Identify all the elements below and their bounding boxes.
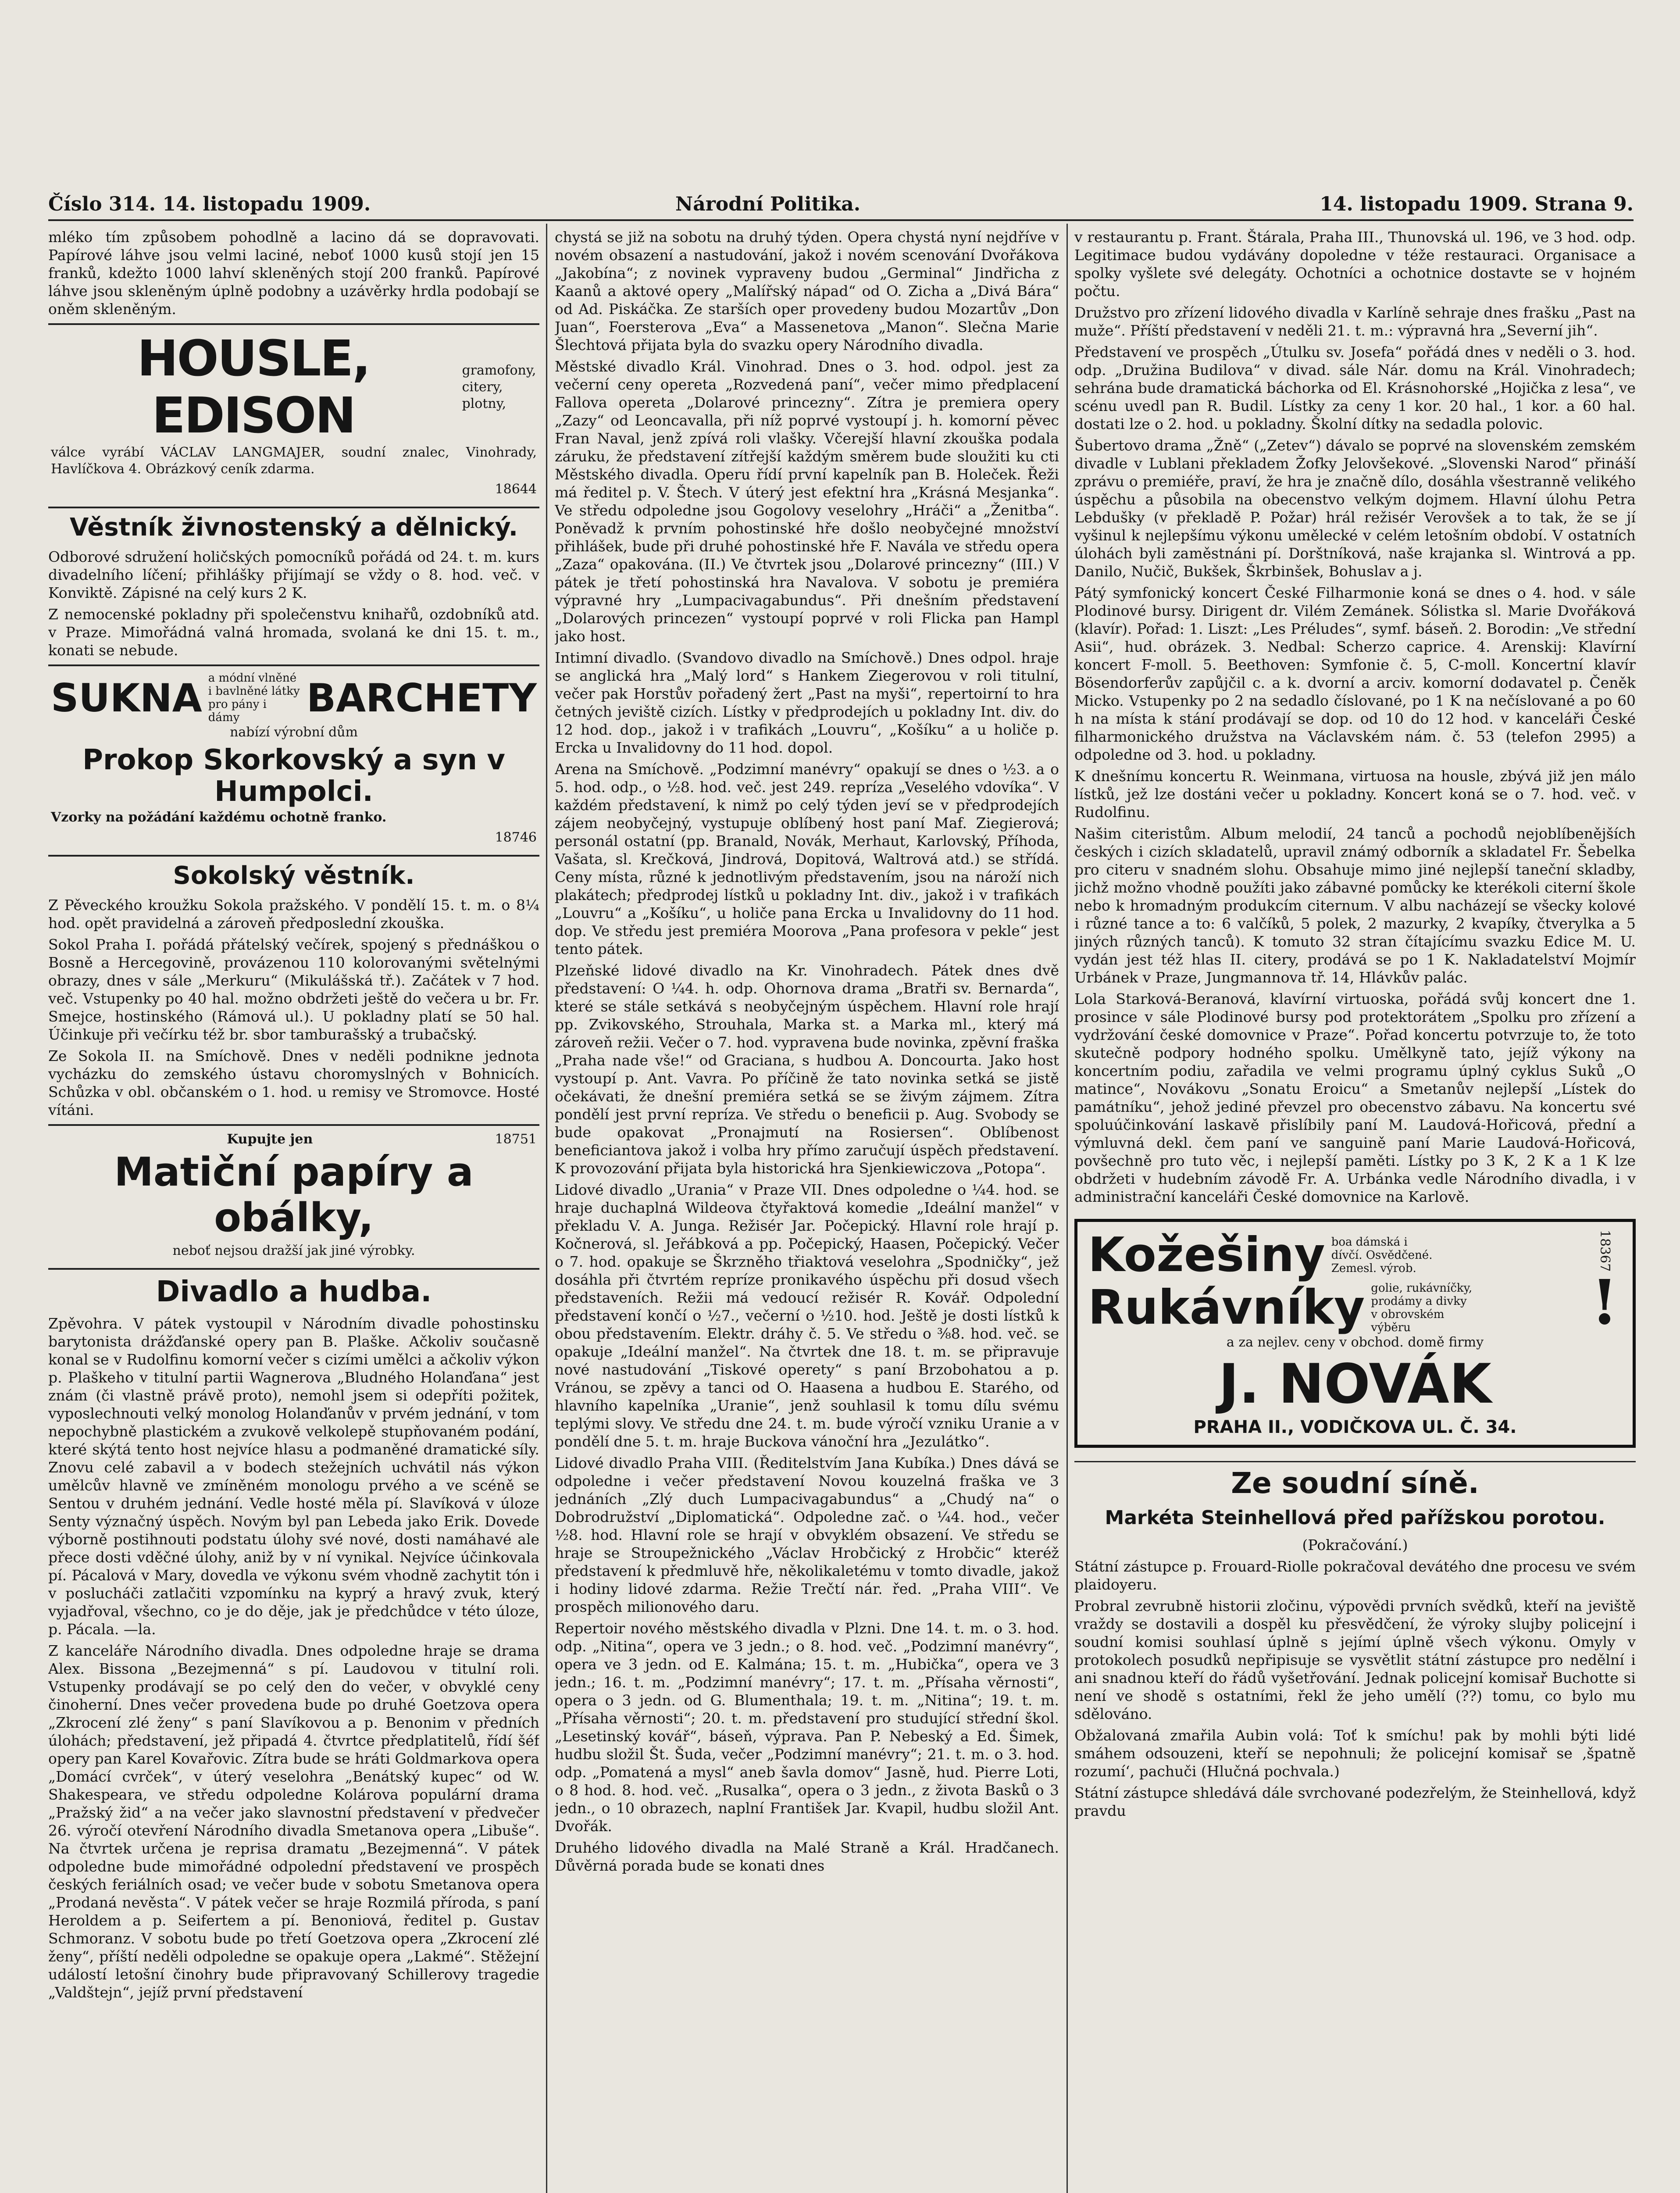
- article-paragraph: Představení ve prospěch „Útulku sv. Josefa“ pořádá dnes v neděli o 3. hod. odp. „Družina Budilova“ v divad. sále Nár. domu na Král. Vinohradech; sehrána bude dramatická báchorka od El. Krásnohorské „Hojička z lesa“, ve scénu uvedl pan R. Budil. Lístky za ceny 1 kor. 20 hal., 1 kor. a 60 hal. dostati lze o 2. hod. u pokladny. Školní dítky na sedadla polovic.: [1074, 343, 1636, 432]
- article-paragraph: Zpěvohra. V pátek vystoupil v Národním divadle pohostinsku barytonista drážďanské opery pan B. Plaške. Ačkoliv současně konal se v Rudolfinu komorní večer s cizími umělci a ačkoliv výkon p. Plaškeho v titulní partii Wagnerova „Bludného Holanďana“ jest znám (či vlastně právě proto), nemohl jsem si odepříti požitek, vyposlechnouti velký monolog Holanďanův v prvém jednání, v tom nepochybně plastickém a zvukově velkolepě stupňovaném podání, které skýtá tento host nejvíce hlasu a podmaněné dramatické síly. Znovu celé zabavil a v bodech stežejních uchvátil nás výkon umělcův hlavně ve zmíněném monologu prvého a ve scéně se Sentou v druhém jednání. Vedle hosté měla pí. Slavíková v úloze Senty význačný úspěch. Novým byl pan Lebeda jako Erik. Dovede výborně postihnouti podstatu úlohy své nové, dosti namáhavé ale přece dosti vděčné úlohy, aniž by v ní vynikal. Nejvíce účinkovala pí. Pácalová v Mary, dovedla ve výkonu svém vhodně zachytit tón i v poslucháči zatlačiti vzpomínku na kyprý a hravý zvuk, který vyjadřoval, všechno, co je do děje, jak je předchůdce v této úloze, p. Pácala. —la.: [48, 1315, 539, 1638]
- article-paragraph: Obžalovaná zmařila Aubin volá: Toť k smíchu! pak by mohli býti lidé smáhem odsouzeni, kteří se nepohnuli; že policejní komisař se ‚špatně rozumí‘, pachuči (Hlučná pochvala.): [1074, 1727, 1636, 1780]
- ad-side-text: golie, rukávníčky, prodámy a divky v obrovském výběru: [1371, 1282, 1473, 1334]
- page-header: [48, 193, 1634, 221]
- ad-name: J. NOVÁK: [1219, 1353, 1491, 1416]
- section-heading: Věstník živnostenský a dělnický.: [70, 513, 518, 542]
- column-3: [1074, 228, 1636, 2193]
- article-paragraph: Šubertovo drama „Žně“ („Zetev“) dávalo se poprvé na slovenském zemském divadle v Lublani překladem Žofky Jelovšekové. „Slovenski Narod“ přináší zprávu o premiéře, praví, že hra je značně dílo, dosáhla všestranně velikého úspěchu a působila na obecenstvo velkým dojmem. Hlavní úlohu Petra Lebdušky (v překladě P. Požar) hrál režisér Verovšek a to tak, že se jí vyšinul k nejlepšímu výkonu umělecké v celém letošním období. V ostatních úlohách byli zaměstnáni pí. Dorštníková, naše krajanka sl. Wintrová a pp. Danilo, Nučič, Bukšek, Škrbinšek, Bohuslav a j.: [1074, 437, 1636, 580]
- article-paragraph: mléko tím způsobem pohodlně a lacino dá se dopravovati. Papírové láhve jsou velmi laciné, neboť 1000 kusů stojí jen 15 franků, kdežto 1000 lahví skleněných stojí 200 franků. Papírové láhve jsou skleněným úplně podobny a uzávěrky hrdla podobají se oněm skleněným.: [48, 229, 539, 318]
- article-paragraph: Pátý symfonický koncert České Filharmonie koná se dnes o 4. hod. v sále Plodinové bursy. Dirigent dr. Vilém Zemánek. Sólistka sl. Marie Dvořáková (klavír). Pořad: 1. Liszt: „Les Préludes“, symf. báseň. 2. Borodin: „Ve střední Asii“, hud. obrázek. 3. Nedbal: Scherzo caprice. 4. Arenskij: Klavírní koncert F-moll. 5. Beethoven: Symfonie č. 5, C-moll. Koncertní klavír Bösendorferův zapůjčil c. a k. dvorní a arciv. komorní dodavatel p. Čeněk Micko. Vstupenky po 2 na sedadlo číslované, po 1 K na nečíslované a po 60 h na místa k stání prodávají se dop. od 10 do 12 hod. v kanceláři České filharmonického družstva na Václavském nám. č. 53 (telefon 2995) a odpoledne od 3. hod. u pokladny.: [1074, 584, 1636, 763]
- article-paragraph: Intimní divadlo. (Svandovo divadlo na Smíchově.) Dnes odpol. hraje se anglická hra „Malý lord“ s Hankem Ziegerovou v roli titulní, večer pak Horstův pořadený žert „Past na myši“, repertoirní to hra četných jeviště cizích. Lístky v předprodejích u pokladny Int. div. do 12 hod. dop., jakož i v trafikách „Louvru“, „Košíku“ a u holiče p. Ercka u Invalidovny do 11 hod. dopol.: [555, 649, 1059, 756]
- ad-headline: HOUSLE, EDISON: [137, 330, 370, 444]
- article-paragraph: Lola Starková-Beranová, klavírní virtuoska, pořádá svůj koncert dne 1. prosince v sále Plodinové bursy pod protektorátem „Spolku pro zřízení a vydržování české domovnice v Praze“. Pořad koncertu potvrzuje to, že toto skutečně podpory hodného spolku. Umělkyně tato, jejíž výkony na koncertním podiu, zařadila ve velmi programu úplný cyklus Suků „O matince“, Novákovu „Sonatu Eroicu“ a Smetanův nejlepší „Lístek do památníku“, jehož jediné převzel pro obecenstvo zábavu. Na koncertu své spoluúčinkování laskavě přislíbily paní M. Laudová-Hořicová, přední a výmluvná dekl. čem paní ve sanguině paní Marie Laudová-Hořicová, povšechně pro tuto věc, i nejlepší paměti. Lístky po 3 K, 2 K a 1 K lze obdržeti v hudebním závodě Fr. A. Urbánka vedle Národního divadla, i v administrační kanceláři České domovnice na Karlově.: [1074, 990, 1636, 1205]
- ad-number: 18751: [495, 1132, 537, 1147]
- ad-word-sukna: SUKNA: [51, 675, 202, 721]
- ad-word-kozesiny: Kožešiny: [1088, 1228, 1325, 1282]
- article-paragraph: Probral zevrubně historii zločinu, výpovědi prvních svědků, kteří na jeviště vraždy se dostavili a dospěl ku přesvědčení, že výroky slujby policejní i soudní komisi souhlasí úplně s jejímí úplně všech výkonu. Omyly v protokolech posudků nepřipisuje se vysvětlit státní zástupce pro nedělní i ani snadnou kteří do řádů vyšetřování. Jednak policejní komisař Buchotte si není ve shodě s ostatními, řekl že jeho umělí (??) tomu, co bylo mu sdělováno.: [1074, 1597, 1636, 1722]
- column-divider: [546, 224, 547, 2193]
- ad-firm: Prokop Skorkovský a syn v Humpolci.: [82, 744, 505, 808]
- article-paragraph: chystá se již na sobotu na druhý týden. Opera chystá nyní nejdříve v novém obsazení a nastudování, jakož i novém scenování Dvořákova „Jakobína“; z novinek vypraveny budou „Germinal“ Jindřicha z Kaanů a aktové opery „Malířský nápad“ od O. Zicha a „Divá Bára“ od Ad. Piskáčka. Ze starších oper provedeny budou Mozartův „Don Juan“, Foersterova „Eva“ a Massenetova „Manon“. Slečna Marie Šlechtová přijata byla do svazku opery Národního divadla.: [555, 229, 1059, 354]
- article-paragraph: Ze Sokola II. na Smíchově. Dnes v neděli podnikne jednota vycházku do zemského ústavu choromyslných v Bohnicích. Schůzka v obl. občanském o 1. hod. u remisy ve Stromovce. Hosté vítáni.: [48, 1047, 539, 1118]
- ad-items: gramofony, citery, plotny,: [462, 363, 536, 411]
- ad-note: Vzorky na požádání každému ochotně franko.: [51, 810, 387, 825]
- ad-number: 18746: [495, 830, 537, 845]
- article-paragraph: Státní zástupce shledává dále svrchované podezřelým, že Steinhellová, když pravdu: [1074, 1784, 1636, 1819]
- advertisement-kozesiny: [1074, 1219, 1636, 1448]
- advertisement-maticni: [48, 1124, 539, 1270]
- article-paragraph: Lidové divadlo Praha VIII. (Ředitelstvím Jana Kubíka.) Dnes dává se odpoledne i večer představení Novou kouzelná fraška ve 3 jednáních „Zlý duch Lumpacivagabundus“ a „Chudý na“ o Dobrodružství „Diplomatická“. Odpoledne zač. o ¼4. hod., večer ½8. hod. Hlavní role se hrají v obvyklém obsazení. Ve středu se hraje se Stroupežnického „Václav Hrobčický z Hrobčic“ kteréž představení k předmluvě hře, několikaletému v tomto divadle, jakož i hodiny lidové zdarma. Režie Trečtí nár. řed. „Praha VIII“. Ve prospěch milionového daru.: [555, 1454, 1059, 1615]
- article-paragraph: Z kanceláře Národního divadla. Dnes odpoledne hraje se drama Alex. Bissona „Bezejmenná“ s pí. Laudovou v titulní roli. Vstupenky prodávají se po celý den do večer, v obvyklé ceny činoherní. Dnes večer provedena bude po druhé Goetzova opera „Zkrocení zlé ženy“ s paní Slavíkovou a p. Benonim v předních úlohách; představení, jež připadá 4. čtvrtce předplatitelů, řídí šéf opery pan Karel Kovařovic. Zítra bude se hráti Goldmarkova opera „Domácí cvrček“, v úterý veselohra „Benátský kupec“ od W. Shakespeara, ve středu odpoledne Kolárova populární drama „Pražský žid“ a na večer jako slavnostní představení v předvečer 26. výročí otevření Národního divadla Smetanova opera „Libuše“. Na čtvrtek určena je reprisa dramatu „Bezejmenná“. V pátek odpoledne bude mimořádné odpolední představení ve prospěch českých feriálních osad; ve večer bude v sobotu Smetanova opera „Prodaná nevěsta“. V pátek večer se hraje Rozmilá příroda, s paní Heroldem a p. Seifertem a pí. Benoniová, ředitel p. Gustav Schmoranz. V sobotu bude po třetí Goetzova opera „Zkrocení zlé ženy“, příští neděli odpoledne se opakuje opera „Lakmé“. Stěžejní událostí letošní činohry bude připravovaný Schillerovy tragedie „Valdštejn“, jejíž první představení: [48, 1642, 539, 2001]
- page-number: 14. listopadu 1909. Strana 9.: [1320, 193, 1634, 215]
- ad-sub: a za nejlev. ceny v obchod. domě firmy: [1226, 1335, 1484, 1350]
- issue-info: Číslo 314. 14. listopadu 1909.: [48, 193, 371, 215]
- ad-number: 18367: [1597, 1230, 1612, 1272]
- article-title: Markéta Steinhellová před pařížskou porotou.: [1105, 1507, 1605, 1529]
- article-paragraph: Státní zástupce p. Frouard-Riolle pokračoval devátého dne procesu ve svém plaidoyeru.: [1074, 1558, 1636, 1593]
- ad-side-text: boa dámská i dívčí. Osvědčené. Zemesl. výrob.: [1331, 1236, 1433, 1275]
- article-paragraph: Druhého lidového divadla na Malé Straně a Král. Hradčanech. Důvěrná porada bude se konati dnes: [555, 1839, 1059, 1874]
- exclamation-mark-icon: !: [1591, 1266, 1618, 1339]
- ad-sub: neboť nejsou dražší jak jiné výrobky.: [172, 1243, 415, 1258]
- article-paragraph: K dnešnímu koncertu R. Weinmana, virtuosa na housle, zbývá již jen málo lístků, jež lze dostáni večer u pokladny. Koncert koná se o 7. hod. več. v Rudolfinu.: [1074, 768, 1636, 821]
- section-heading: Ze soudní síně.: [1231, 1466, 1479, 1500]
- column-1: [48, 228, 539, 2193]
- advertisement-housle: [48, 323, 539, 508]
- article-paragraph: Arena na Smíchově. „Podzimní manévry“ opakují se dnes o ½3. a o 5. hod. odp., o ½8. hod. več. jest 249. repríza „Veselého vdovíka“. V každém představení, k nimž po celý týden jeví se v předprodejích zájem neobyčejný, vystupuje oblíbený host paní Maf. Ziegierová; personál ostatní (pp. Branald, Novák, Merhaut, Karlovský, Příhoda, Vašata, sl. Krečková, Jindrová, Dopitová, Waltrová atd.) se střídá. Ceny místa, různé k jednotlivým představením, jsou na nároží nich plakátech; předprodej lístků u pokladny Int. div., jakož i v trafikách „Louvru“ a „Košíku“, u holiče pana Ercka u Invalidovny do 11 hod. dop. Ve středu jest premiéra Moorova „Pana profesora v pekle“ jest tento pátek.: [555, 761, 1059, 957]
- masthead-title: Národní Politika.: [675, 193, 861, 215]
- ad-address: PRAHA II., VODIČKOVA UL. Č. 34.: [1193, 1417, 1517, 1437]
- article-paragraph: Repertoir nového městského divadla v Plzni. Dne 14. t. m. o 3. hod. odp. „Nitina“, opera ve 3 jedn.; o 8. hod. več. „Podzimní manévry“, opera ve 3 jedn. od E. Kalmána; 15. t. m. „Hubička“, opera ve 3 jedn.; 16. t. m. „Podzimní manévry“; 17. t. m. „Přísaha věrnosti“, opera o 3 jedn. od G. Blumenthala; 19. t. m. „Nitina“; 19. t. m. „Přísaha věrnosti“; 20. t. m. představení pro studující střední škol. „Lesetinský kovář“, báseň, výprava. Pan P. Nebeský a Ed. Šimek, hudbu složil Št. Šuda, večer „Podzimní manévry“; 21. t. m. o 3. hod. odp. „Pomatená a mysl“ aneb šavla domov“ Jasně, hud. Pierre Loti, o 8 hod. 8. hod. več. „Rusalka“, opera o 3 jedn., z života Basků o 3 jedn., o 10 obrazech, naplní František Jar. Kvapil, hudbu složil Ant. Dvořák.: [555, 1620, 1059, 1835]
- article-paragraph: Městské divadlo Král. Vinohrad. Dnes o 3. hod. odpol. jest za večerní ceny opereta „Rozvedená paní“, večer mimo předplacení Fallova opereta „Dolarové princezny“. Zítra je premiera opery „Zazy“ od Leoncavalla, při níž poprvé vystoupí j. h. komorní pěvec Fran Naval, jenž zpívá roli vlašky. Včerejší hlavní zkouška podala záruku, že představení zítřejší každým směrem bude sloužiti ku cti Městského divadla. Operu řídí první kapelník pan B. Holeček. Řeži má ředitel p. V. Štech. V úterý jest efektní hra „Krásná Mesjanka“. Ve středu odpoledne jsou Gogolovy veselohry „Hráči“ a „Ženitba“. Poněvadž k prvním pohostinské hře došlo neobyčejné množství přihlášek, bude při druhé pohostinské hře F. Navála ve středu opera „Zaza“ opakována. (II.) Ve čtvrtek jsou „Dolarové princezny“ (III.) V pátek je třetí pohostinská hra Navalova. V sobotu je premiéra výpravné hry „Lumpacivagabundus“. Při dnešním představení „Dolarových princezen“ vystoupí poprvé v roli Flicka pan Hampl jako host.: [555, 358, 1059, 645]
- section-heading: Divadlo a hudba.: [156, 1275, 432, 1308]
- article-paragraph: Plzeňské lidové divadlo na Kr. Vinohradech. Pátek dnes dvě představení: O ¼4. h. odp. Ohornova drama „Bratři sv. Bernarda“, které se stále setkává s neobyčejným úspěchem. Hlavní role hrají pp. Zvikovského, Strouhala, Marka st. a Marka ml., který má zároveň režii. Večer o 7. hod. vypravena bude novinka, zpěvní fraška „Praha nade vše!“ od Graciana, s hudbou A. Doncourta. Jako host vystoupí p. Ant. Vavra. Po příčině že tato novinka setká se jistě očekávati, že dnešní premiéra setká se se živým zájmem. Zítra pondělí jest první repríza. Ve středu o beneficii p. Aug. Svobody se bude opakovat „Pronajmutí na Rosiersen“. Oblíbenost beneficiantova jakož i volba hry přímo zaručují úspěch představení. K provozování přijata byla historická hra Sjenkiewiczova „Potopa“.: [555, 962, 1059, 1177]
- ad-word-barchety: BARCHETY: [306, 675, 537, 721]
- article-paragraph: Z nemocenské pokladny při společenstvu knihařů, ozdobníků atd. v Praze. Mimořádná valná hromada, svolaná ke dni 15. t. m., konati se nebude.: [48, 606, 539, 659]
- article-paragraph: Z Pěveckého kroužku Sokola pražského. V pondělí 15. t. m. o 8¼ hod. opět pravidelná a zároveň předposlední zkouška.: [48, 896, 539, 932]
- article-paragraph: Družstvo pro zřízení lidového divadla v Karlíně sehraje dnes frašku „Past na muže“. Příští představení v neděli 21. t. m.: výpravná hra „Severní jih“.: [1074, 304, 1636, 339]
- article-paragraph: v restaurantu p. Frant. Štárala, Praha III., Thunovská ul. 196, ve 3 hod. odp. Legitimace budou vydávány dopoledne v téže restauraci. Organisace a spolky vyšlete své delegáty. Ochotníci a ochotnice dostavte se v hojném počtu.: [1074, 229, 1636, 300]
- ad-word-rukavniky: Rukávníky: [1088, 1280, 1365, 1335]
- article-paragraph: Sokol Praha I. pořádá přátelský večírek, spojený s přednáškou o Bosně a Hercegovině, provázenou 110 kolorovanými světelnými obrazy, dnes v sále „Merkuru“ (Mikulášská tř.). Začátek v 7 hod. več. Vstupenky po 40 hal. možno obdržeti ještě do večera u br. Fr. Smejce, hostinského (Rámová ul.). U pokladny platí se 50 hal. Účinkuje při večírku též br. sbor tamburašský a trubačský.: [48, 936, 539, 1043]
- ad-number: 18644: [495, 482, 537, 497]
- article-note: (Pokračování.): [1302, 1536, 1408, 1554]
- ad-top: Kupujte jen: [227, 1132, 313, 1147]
- article-paragraph: Našim citeristům. Album melodií, 24 tanců a pochodů nejoblíbenějších českých i cizích skladatelů, upravil známý odborník a skladatel Fr. Šebelka pro citeru v snadném slohu. Obsahuje mimo jiné nejlepší taneční skladby, jichž možno vhodně použíti jako zábavné pomůcky ke kterékoli citerní škole nebo k hromadným produkcím citernum. V albu nacházejí se všecky kolové i různé tance a to: 6 valčíků, 5 polek, 2 mazurky, 2 kvapíky, čtverylka a 5 jiných různých tanců). K tomuto 32 stran čítajícímu svazku Edice M. U. vydán jest též hlas II. citery, prodává se po 1 K. Nakladatelství Mojmír Urbánek v Praze, Jungmannova tř. 14, Hlávkův palác.: [1074, 825, 1636, 986]
- section-heading: Sokolský věstník.: [173, 861, 415, 890]
- article-paragraph: Lidové divadlo „Urania“ v Praze VII. Dnes odpoledne o ¼4. hod. se hraje duchaplná Wildeova čtyřaktová komedie „Ideální manžel“ v překladu V. A. Junga. Režisér Jar. Počepický. Hlavní role hrají p. Kočnerová, sl. Jeřábková a pp. Počepický, Haasen, Počepický. Večer o 7. hod. opakuje se Škrzněho třiaktová veselohra „Spodničky“, jež dosáhla při čtvrtém repríze pronikavého úspěchu při dosud všech představeních. Režii má vedoucí režisér R. Kovář. Odpolední představení končí o ½7., večerní o ½10. hod. Ještě je dosti lístků k obou představením. Elektr. dráhy č. 5. Ve středu o ⅜8. hod. več. se opakuje „Ideální manžel“. Na čtvrtek dne 18. t. m. se připravuje nové nastudování „Tiskové operety“ s paní Brzobohatou a p. Vránou, se zpěvy a tanci od O. Haasena a hudbou E. Starého, od hlavního kapelníka „Uranie“, jenž souhlasil k tomu dílu svému teplými slovy. Ve středu dne 24. t. m. bude výročí vzniku Uranie a v pondělí dne 5. t. m. hraje Buckova vánoční hra „Jezulátko“.: [555, 1181, 1059, 1450]
- ad-middle-text: a módní vlněné i bavlněné látky pro pány i dámy: [208, 671, 300, 724]
- advertisement-sukna: [48, 664, 539, 857]
- article-paragraph: Odborové sdružení holičských pomocníků pořádá od 24. t. m. kurs divadelního líčení; přihlášky přijímají se vždy o 8. hod. več. v Konviktě. Zápisné na celý kurs 2 K.: [48, 548, 539, 601]
- ad-headline: Matiční papíry a obálky,: [114, 1149, 474, 1241]
- column-2: [555, 228, 1059, 2193]
- divider: [1074, 1461, 1636, 1462]
- ad-text: válce vyrábí VÁCLAV LANGMAJER, soudní znalec, Vinohrady, Havlíčkova 4. Obrázkový ceník zdarma.: [51, 445, 537, 477]
- column-divider: [1066, 224, 1068, 2193]
- ad-sub: nabízí výrobní dům: [230, 725, 358, 740]
